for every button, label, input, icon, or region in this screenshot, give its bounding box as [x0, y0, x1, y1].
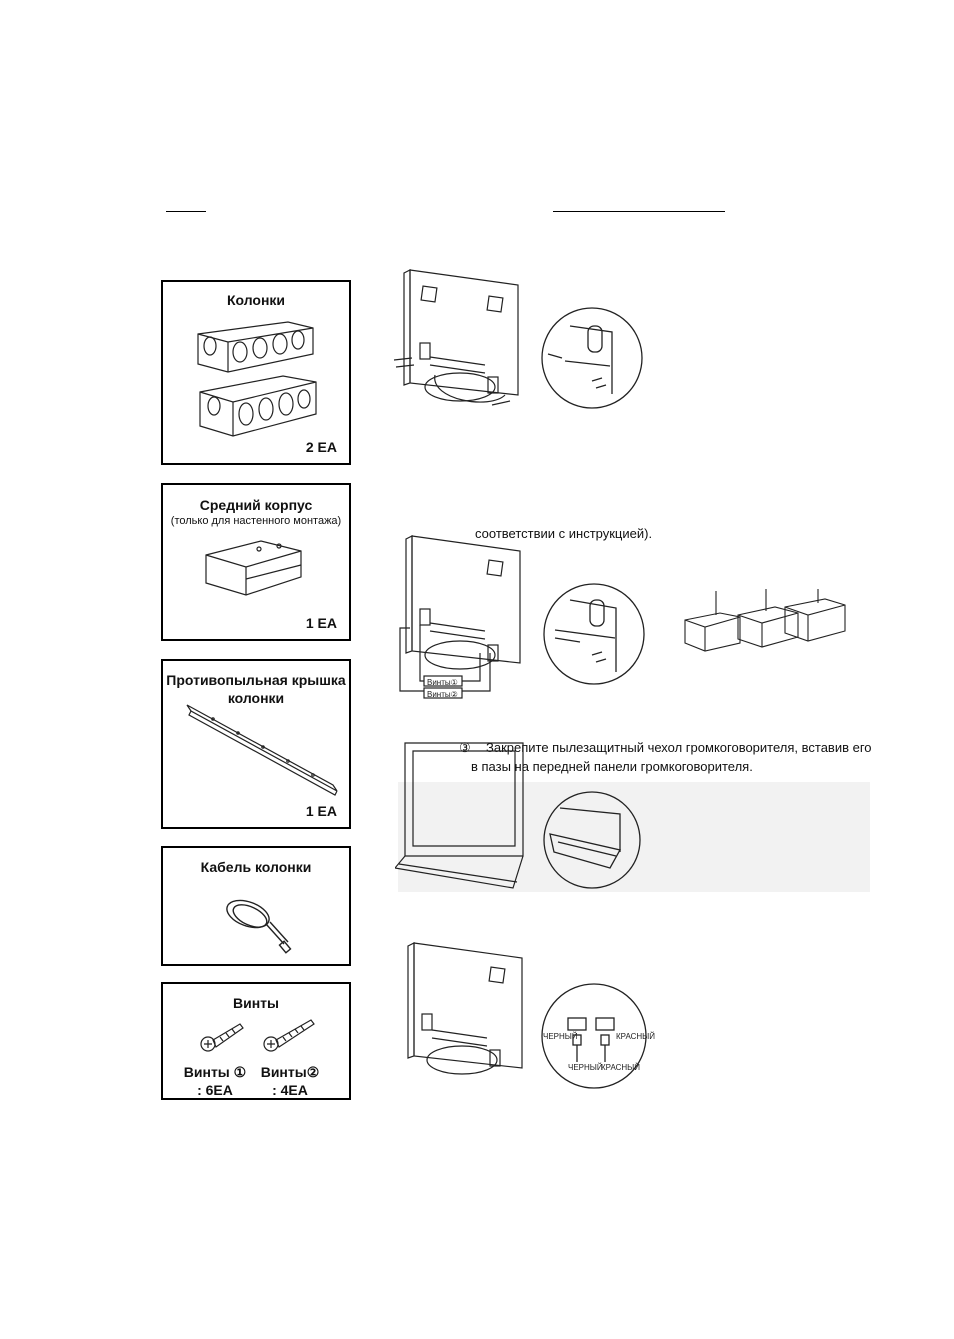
- header-rule-left: [166, 211, 206, 212]
- speakers-qty: 2 EA: [305, 439, 337, 455]
- middle-housing-subtitle: (только для настенного монтажа): [170, 515, 342, 527]
- screw2-qty: : 4EA: [272, 1082, 308, 1098]
- screw-icon-2: [261, 1014, 321, 1056]
- red-label-1: КРАСНЫЙ: [616, 1032, 656, 1041]
- step3-marker: ③: [459, 740, 471, 755]
- screw1-label: Винты ①: [183, 1064, 247, 1080]
- speakers-title: Колонки: [226, 292, 286, 308]
- parts-box-speaker-cable: [161, 846, 351, 966]
- detail-circle-step1: [540, 306, 655, 411]
- screw2-label: Винты②: [260, 1064, 320, 1080]
- middle-housing-title: Средний корпус: [199, 497, 313, 513]
- middle-housing-icon: [201, 537, 316, 607]
- speaker-cable-title: Кабель колонки: [200, 859, 312, 875]
- parts-box-speakers: [161, 280, 351, 465]
- speaker-cable-icon: [218, 886, 298, 956]
- dust-cover-qty: 1 EA: [305, 803, 337, 819]
- dust-cover-title: Противопыльная крышка: [166, 672, 346, 688]
- tv-back-illustration-step2: [390, 533, 540, 703]
- screws2-callout: Винты②: [427, 690, 458, 699]
- dust-cover-icon: [183, 701, 343, 801]
- middle-housing-qty: 1 EA: [305, 615, 337, 631]
- black-label-2: ЧЕРНЫЙ: [568, 1063, 603, 1072]
- screw-icon: [198, 1014, 258, 1056]
- step2-text: соответствии с инструкцией).: [475, 526, 653, 541]
- tv-back-illustration-step4: [392, 940, 542, 1090]
- parts-box-middle-housing: [161, 483, 351, 641]
- step3-line2: в пазы на передней панели громкоговорителя.: [471, 759, 753, 774]
- screws-title: Винты: [233, 995, 279, 1011]
- parts-box-dust-cover: [161, 659, 351, 829]
- tv-front-illustration-step3: [395, 738, 535, 890]
- speaker-assembly-step2: [680, 585, 850, 665]
- tv-back-illustration-step1: [390, 265, 540, 420]
- screws1-callout: Винты①: [427, 678, 458, 687]
- screw1-qty: : 6EA: [197, 1082, 233, 1098]
- red-label-2: КРАСНЫЙ: [601, 1063, 641, 1072]
- detail-circle-step2: [540, 580, 655, 688]
- black-label-1: ЧЕРНЫЙ: [543, 1032, 578, 1041]
- speaker-pair-icon: [188, 314, 328, 444]
- header-rule-right: [553, 211, 725, 212]
- step3-line1: Закрепите пылезащитный чехол громкоговорителя, вставив его: [486, 740, 872, 755]
- detail-circle-step3: [540, 790, 650, 892]
- parts-box-screws: [161, 982, 351, 1100]
- dust-cover-title-line2: колонки: [227, 690, 285, 706]
